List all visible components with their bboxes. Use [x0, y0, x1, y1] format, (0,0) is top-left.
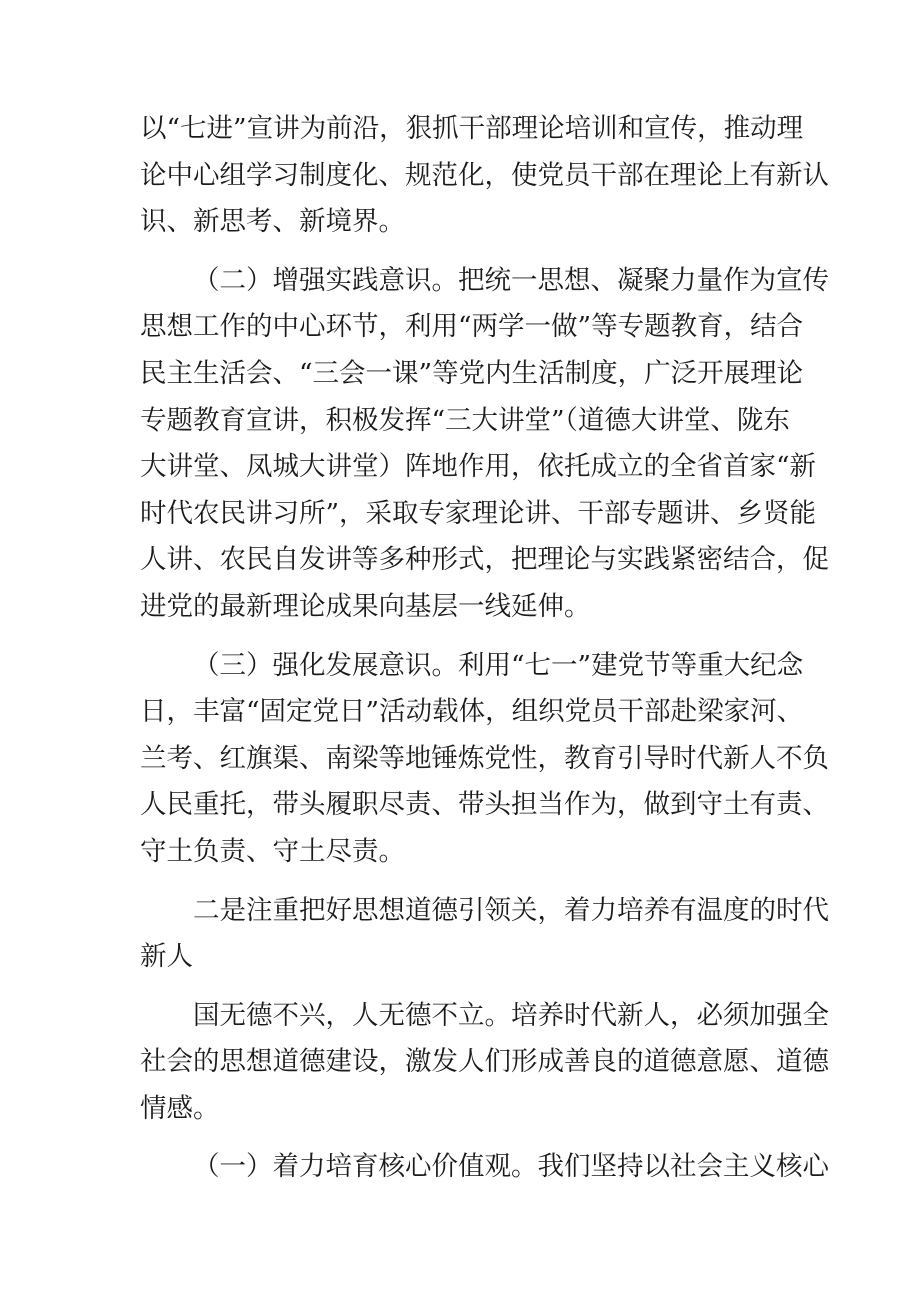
text-line: 思想工作的中心环节，利用“两学一做”等专题教育，结合: [140, 311, 804, 343]
text-line: 民主生活会、“三会一课”等党内生活制度，广泛开展理论: [140, 357, 804, 389]
body-text: [140, 106, 829, 1191]
text-line: 社会的思想道德建设，激发人们形成善良的道德意愿、道德: [140, 1046, 829, 1078]
text-line: 专题教育宣讲，积极发挥“三大讲堂”（道德大讲堂、陇东: [140, 404, 790, 436]
text-line: 论中心组学习制度化、规范化，使党员干部在理论上有新认: [140, 159, 829, 191]
text-line: 时代农民讲习所”，采取专家理论讲、干部专题讲、乡贤能: [140, 497, 817, 529]
text-line: 国无德不兴，人无德不立。培养时代新人，必须加强全: [193, 999, 829, 1031]
text-line: 人民重托，带头履职尽责、带头担当作为，做到守土有责、: [140, 789, 829, 821]
text-line: （二）增强实践意识。把统一思想、凝聚力量作为宣传: [193, 264, 829, 296]
text-line: 新人: [140, 941, 193, 973]
paragraph-5: [140, 993, 829, 1133]
text-line: （三）强化发展意识。利用“七一”建党节等重大纪念: [193, 649, 804, 681]
text-line: 以“七进”宣讲为前沿，狠抓干部理论培训和宣传，推动理: [140, 113, 804, 144]
text-line: 情感。: [140, 1092, 220, 1124]
paragraph-3: [140, 643, 829, 876]
text-line: 守土负责、守土尽责。: [140, 835, 405, 867]
text-line: 人讲、农民自发讲等多种形式，把理论与实践紧密结合，促: [140, 544, 829, 576]
text-line: 日，丰富“固定党日”活动载体，组织党员干部赴梁家河、: [140, 696, 804, 728]
paragraph-1: [140, 106, 829, 246]
paragraph-6: [140, 1144, 829, 1191]
text-line: 进党的最新理论成果向基层一线延伸。: [140, 590, 591, 622]
paragraph-4-section-heading: [140, 888, 829, 981]
text-line: 识、新思考、新境界。: [140, 206, 405, 238]
text-line: 二是注重把好思想道德引领关，着力培养有温度的时代: [193, 894, 829, 926]
paragraph-2: [140, 258, 829, 631]
text-line: 兰考、红旗渠、南梁等地锤炼党性，教育引导时代新人不负: [140, 742, 829, 774]
text-line: 大讲堂、凤城大讲堂）阵地作用，依托成立的全省首家“新: [140, 451, 817, 483]
text-line: （一）着力培育核心价值观。我们坚持以社会主义核心: [193, 1151, 829, 1183]
